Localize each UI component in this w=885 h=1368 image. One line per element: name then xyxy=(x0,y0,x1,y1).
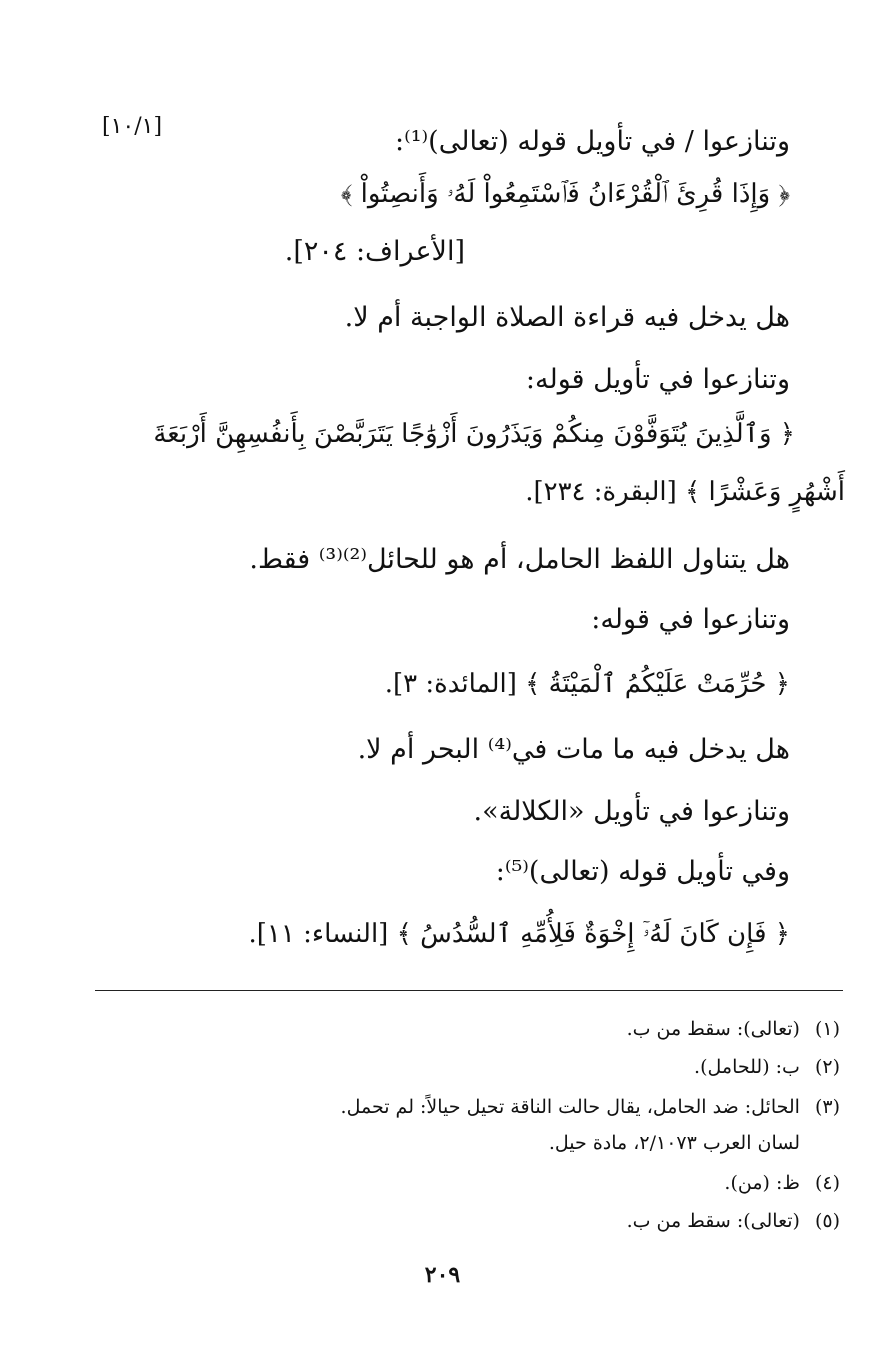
quran-verse-line: ﴿ وَٱلَّذِينَ يُتَوَفَّوْنَ مِنكُمْ وَيَذَرُونَ أَزْوَٰجًا يَتَرَبَّصْنَ بِأَنفُسِهِنَّ أَرْبَعَةَ xyxy=(153,419,795,449)
footnote-number: (١) xyxy=(814,1018,840,1040)
body-line: وتنازعوا / في تأويل قوله (تعالى)⁽¹⁾: xyxy=(394,126,790,157)
footnote-text: الحائل: ضد الحامل، يقال حالت الناقة تحيل حيالاً: لم تحمل. xyxy=(340,1096,800,1118)
body-line: هل يدخل فيه ما مات في⁽⁴⁾ البحر أم لا. xyxy=(357,734,790,765)
footnote-text: (تعالى): سقط من ب. xyxy=(626,1210,800,1232)
footnote-continuation: لسان العرب ٢/١٠٧٣، مادة حيل. xyxy=(548,1132,800,1154)
body-line: هل يتناول اللفظ الحامل، أم هو للحائل⁽²⁾⁽³⁾ فقط. xyxy=(249,544,790,575)
body-line: وتنازعوا في قوله: xyxy=(591,604,790,635)
footnote-number: (٢) xyxy=(814,1056,840,1078)
body-line: وتنازعوا في تأويل «الكلالة». xyxy=(473,796,790,827)
quran-verse-line: ﴿ فَإِن كَانَ لَهُۥٓ إِخْوَةٌ فَلِأُمِّهِ ٱلسُّدُسُ ﴾ [النساء: ١١]. xyxy=(248,919,790,949)
quran-verse-line: ﴿ وَإِذَا قُرِئَ ٱلْقُرْءَانُ فَٱسْتَمِعُواْ لَهُۥ وَأَنصِتُواْ ﴾ xyxy=(340,179,790,209)
footnote-text: ظ: (من). xyxy=(724,1172,800,1194)
footnote-text: ب: (للحامل). xyxy=(694,1056,800,1078)
quran-verse-line: أَشْهُرٍ وَعَشْرًا ﴾ [البقرة: ٢٣٤]. xyxy=(525,477,845,507)
footnote-number: (٤) xyxy=(814,1172,840,1194)
verse-reference: [الأعراف: ٢٠٤]. xyxy=(284,236,465,267)
footnote-divider xyxy=(95,990,843,991)
body-line: هل يدخل فيه قراءة الصلاة الواجبة أم لا. xyxy=(344,302,790,333)
body-line: وتنازعوا في تأويل قوله: xyxy=(525,364,790,395)
footnote-number: (٣) xyxy=(814,1096,840,1118)
footnote xyxy=(627,1206,840,1236)
footnote-number: (٥) xyxy=(814,1210,840,1232)
margin-reference: [١٠/١] xyxy=(102,114,163,139)
footnote xyxy=(627,1014,840,1044)
quran-verse-line: ﴿ حُرِّمَتْ عَلَيْكُمُ ٱلْمَيْتَةُ ﴾ [المائدة: ٣]. xyxy=(384,669,790,699)
footnote xyxy=(724,1168,840,1198)
page-number: ٢٠٩ xyxy=(424,1262,461,1288)
footnote xyxy=(694,1052,840,1082)
footnote-text: (تعالى): سقط من ب. xyxy=(626,1018,800,1040)
body-line: وفي تأويل قوله (تعالى)⁽⁵⁾: xyxy=(495,856,790,887)
footnote xyxy=(341,1092,840,1122)
